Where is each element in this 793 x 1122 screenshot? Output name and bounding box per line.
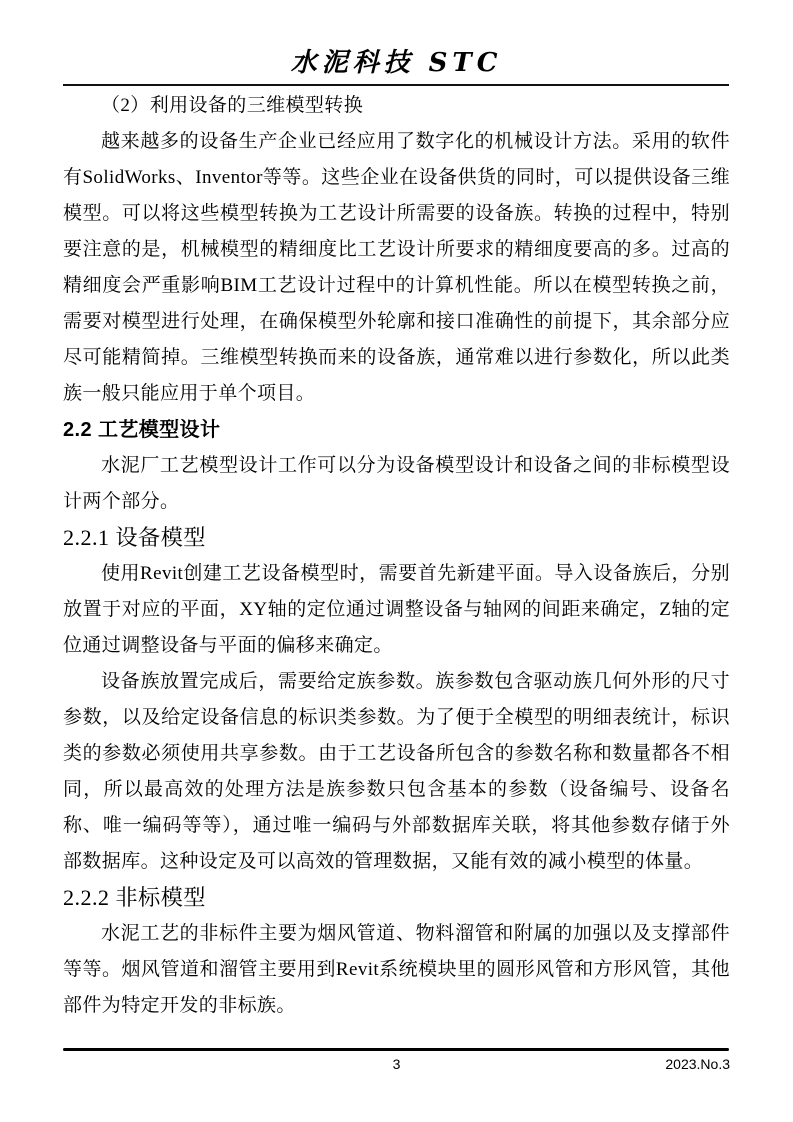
paragraph-model-conversion: 越来越多的设备生产企业已经应用了数字化的机械设计方法。采用的软件有SolidWorks、Inventor等等。这些企业在设备供货的同时，可以提供设备三维模型。可以将这些模型转换为工艺设计所需要的设备族。转换的过程中，特别要注意的是，机械模型的精细度比工艺设计所要求的精细度要高的多。过高的精细度会严重影响BIM工艺设计过程中的计算机性能。所以在模型转换之前，需要对模型进行处理，在确保模型外轮廓和接口准确性的前提下，其余部分应尽可能精简掉。三维模型转换而来的设备族，通常难以进行参数化，所以此类族一般只能应用于单个项目。 bbox=[63, 131, 730, 404]
issue-label: 2023.No.3 bbox=[665, 1056, 730, 1072]
page-number: 3 bbox=[392, 1056, 401, 1072]
subsection-heading-2-2-2: 2.2.2 非标模型 bbox=[63, 885, 206, 910]
paragraph-nonstandard-model: 水泥工艺的非标件主要为烟风管道、物料溜管和附属的加强以及支撑部件等等。烟风管道和溜管主要用到Revit系统模块里的圆形风管和方形风管，其他部件为特定开发的非标族。 bbox=[63, 923, 730, 1016]
section-heading-2-2: 2.2 工艺模型设计 bbox=[63, 419, 221, 441]
subsection-heading-2-2-1: 2.2.1 设备模型 bbox=[63, 525, 206, 550]
paragraph-equipment-model-placement: 使用Revit创建工艺设备模型时，需要首先新建平面。导入设备族后，分别放置于对应的平面，XY轴的定位通过调整设备与轴网的间距来确定，Z轴的定位通过调整设备与平面的偏移来确定。 bbox=[63, 563, 730, 656]
paragraph-family-parameters: 设备族放置完成后，需要给定族参数。族参数包含驱动族几何外形的尺寸参数，以及给定设备信息的标识类参数。为了便于全模型的明细表统计，标识类的参数必须使用共享参数。由于工艺设备所包含的参数名称和数量都各不相同，所以最高效的处理方法是族参数只包含基本的参数（设备编号、设备名称、唯一编码等等），通过唯一编码与外部数据库关联，将其他参数存储于外部数据库。这种设定及可以高效的管理数据，又能有效的减小模型的体量。 bbox=[63, 671, 730, 872]
document-body bbox=[63, 88, 730, 1024]
footer-rule bbox=[63, 1048, 729, 1051]
header-rule bbox=[63, 84, 729, 86]
paragraph-design-overview: 水泥厂工艺模型设计工作可以分为设备模型设计和设备之间的非标模型设计两个部分。 bbox=[63, 455, 730, 512]
page-header bbox=[63, 42, 730, 79]
journal-title: 水泥科技 STC bbox=[290, 48, 503, 78]
list-item-2-heading: （2）利用设备的三维模型转换 bbox=[101, 95, 364, 116]
